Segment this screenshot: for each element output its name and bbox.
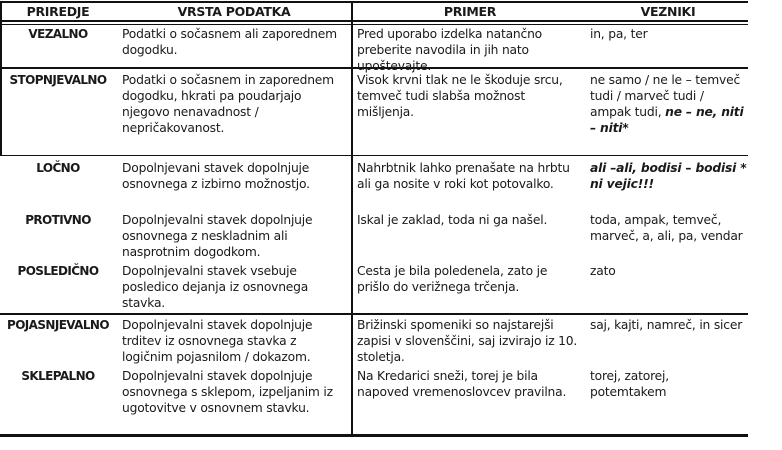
row-divider [0,155,748,156]
header-divider-inner [0,24,748,25]
header-primer: PRIMER [443,4,497,19]
row-example: Pred uporabo izdelka natančno preberite navodila in jih nato upoštevajte. [357,27,542,73]
row-type: VEZALNO [28,27,88,41]
header-vezniki: VEZNIKI [640,4,696,19]
row-conjunctions [590,212,748,244]
row-description: Dopolnjevalni stavek dopolnjuje osnovnega z neskladnim ali nasprotnim dogodkom. [122,213,313,259]
row-divider [0,313,748,315]
row-type: STOPNJEVALNO [9,73,107,87]
row-conjunctions [590,160,748,192]
row-description: Dopolnjevalni stavek dopolnjuje osnovnega s sklepom, izpeljanim iz ugotovitve v osnovnem stavku. [122,369,333,415]
row-type: POJASNJEVALNO [7,318,109,332]
table-top-border [0,1,748,3]
row-type: PROTIVNO [25,213,91,227]
row-conjunctions [590,26,748,42]
conjunction-text: ne samo / ne le – temveč tudi / marveč tudi / ampak tudi, [590,73,741,119]
conjunction-text: zato [590,264,616,278]
row-example: Iskal je zaklad, toda ni ga našel. [357,213,548,227]
conjunction-text: saj, kajti, namreč, in sicer [590,318,743,332]
row-example: Visok krvni tlak ne le škoduje srcu, temveč tudi slabša možnost mišljenja. [357,73,563,119]
conjunction-text: toda, ampak, temveč, marveč, a, ali, pa, vendar [590,213,743,243]
row-description: Dopolnjevalni stavek vsebuje posledico dejanja iz osnovnega stavka. [122,264,309,310]
conjunction-text: torej, zatorej, potemtakem [590,369,669,399]
conjunction-text: ne – ne, niti – niti* [590,105,744,135]
row-example: Nahrbtnik lahko prenašate na hrbtu ali ga nosite v roki kot potovalko. [357,161,570,191]
row-example: Na Kredarici sneži, torej je bila napoved vremenoslovcev pravilna. [357,369,567,399]
header-divider [0,20,748,22]
conjunction-text: ali –ali, bodisi – bodisi * ni vejic!!! [590,161,747,191]
row-type: SKLEPALNO [21,369,95,383]
row-description: Dopolnjevalni stavek dopolnjuje trditev iz osnovnega stavka z logičnim pojasnilom / dokazom. [122,318,313,364]
header-vrsta-podatka: VRSTA PODATKA [177,4,291,19]
row-type: LOČNO [36,161,80,175]
row-conjunctions [590,263,748,279]
header-priredje: PRIREDJE [26,4,90,19]
row-conjunctions [590,368,748,400]
row-conjunctions [590,72,748,136]
row-description: Dopolnjevani stavek dopolnjuje osnovnega z izbirno možnostjo. [122,161,310,191]
row-type: POSLEDIČNO [17,264,99,278]
row-example: Brižinski spomeniki so najstarejši zapisi v slovenščini, saj izvirajo iz 10. stoletja. [357,318,578,364]
row-description: Podatki o sočasnem in zaporednem dogodku, hkrati pa poudarjajo njegovo nenavadnost / nepričakovanost. [122,73,334,135]
conjunction-text: in, pa, ter [590,27,648,41]
row-conjunctions [590,317,748,333]
table-bottom-border [0,434,748,437]
row-example: Cesta je bila poledenela, zato je prišlo do verižnega trčenja. [357,264,548,294]
column-divider [351,1,353,436]
row-description: Podatki o sočasnem ali zaporednem dogodku. [122,27,337,57]
